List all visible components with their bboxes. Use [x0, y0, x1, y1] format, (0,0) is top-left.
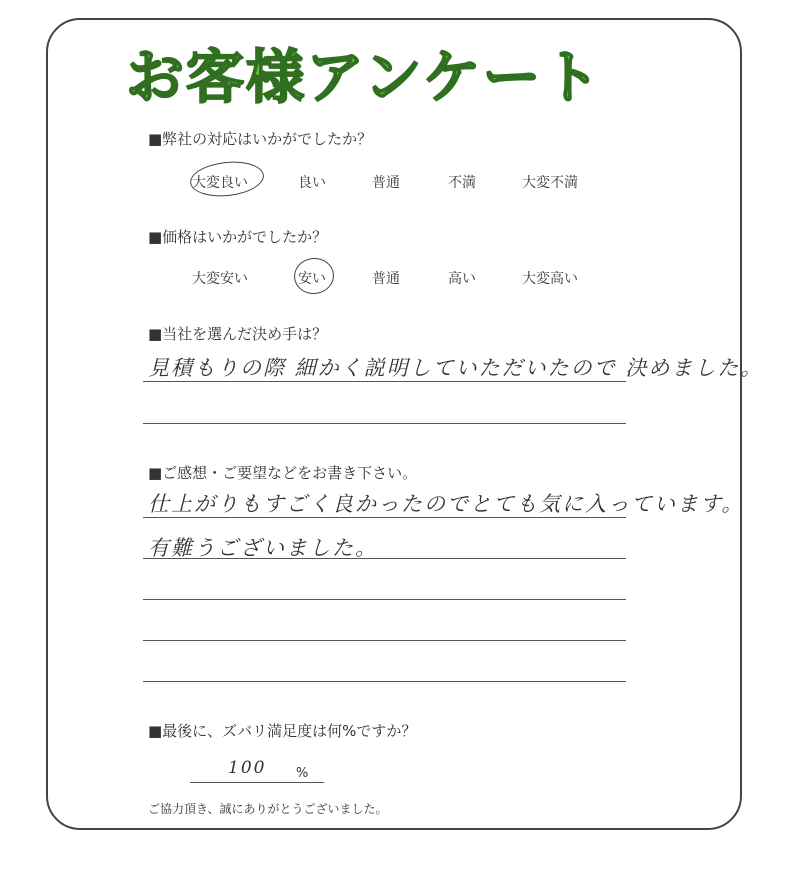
option-service-good[interactable]: 良い [298, 175, 326, 191]
question-satisfaction: ■最後に、ズバリ満足度は何%ですか？ [148, 722, 417, 740]
answer-line [143, 381, 626, 382]
question-reason: ■当社を選んだ決め手は？ [148, 325, 328, 343]
answer-line [143, 640, 626, 641]
thank-you-footer: ご協力頂き、誠にありがとうございました。 [148, 802, 388, 816]
question-comments: ■ご感想・ご要望などをお書き下さい。 [148, 464, 418, 482]
option-price-very-cheap[interactable]: 大変安い [192, 271, 248, 287]
answer-line [143, 558, 626, 559]
handwritten-comment-line-1: 仕上がりもすごく良かったのでとても気に入っています。 [148, 492, 745, 516]
option-price-cheap[interactable]: 安い [298, 271, 326, 287]
handwritten-comment-line-2: 有難うございました。 [148, 536, 378, 560]
survey-title: お客様アンケート [126, 43, 603, 111]
option-service-normal[interactable]: 普通 [372, 175, 400, 191]
option-price-normal[interactable]: 普通 [372, 271, 400, 287]
option-service-very-dissatisfied[interactable]: 大変不満 [522, 175, 578, 191]
option-service-dissatisfied[interactable]: 不満 [448, 175, 476, 191]
satisfaction-line [190, 782, 324, 783]
answer-line [143, 599, 626, 600]
option-price-expensive[interactable]: 高い [448, 271, 476, 287]
answer-line [143, 517, 626, 518]
satisfaction-value: 100 [228, 758, 267, 778]
answer-line [143, 681, 626, 682]
question-price: ■価格はいかがでしたか？ [148, 228, 328, 246]
option-price-very-expensive[interactable]: 大変高い [522, 271, 578, 287]
handwritten-reason: 見積もりの際 細かく説明していただいたので 決めました。 [148, 356, 764, 380]
answer-line [143, 423, 626, 424]
percent-unit: % [296, 766, 309, 781]
question-service: ■弊社の対応はいかがでしたか？ [148, 130, 373, 148]
option-service-very-good[interactable]: 大変良い [192, 175, 248, 191]
